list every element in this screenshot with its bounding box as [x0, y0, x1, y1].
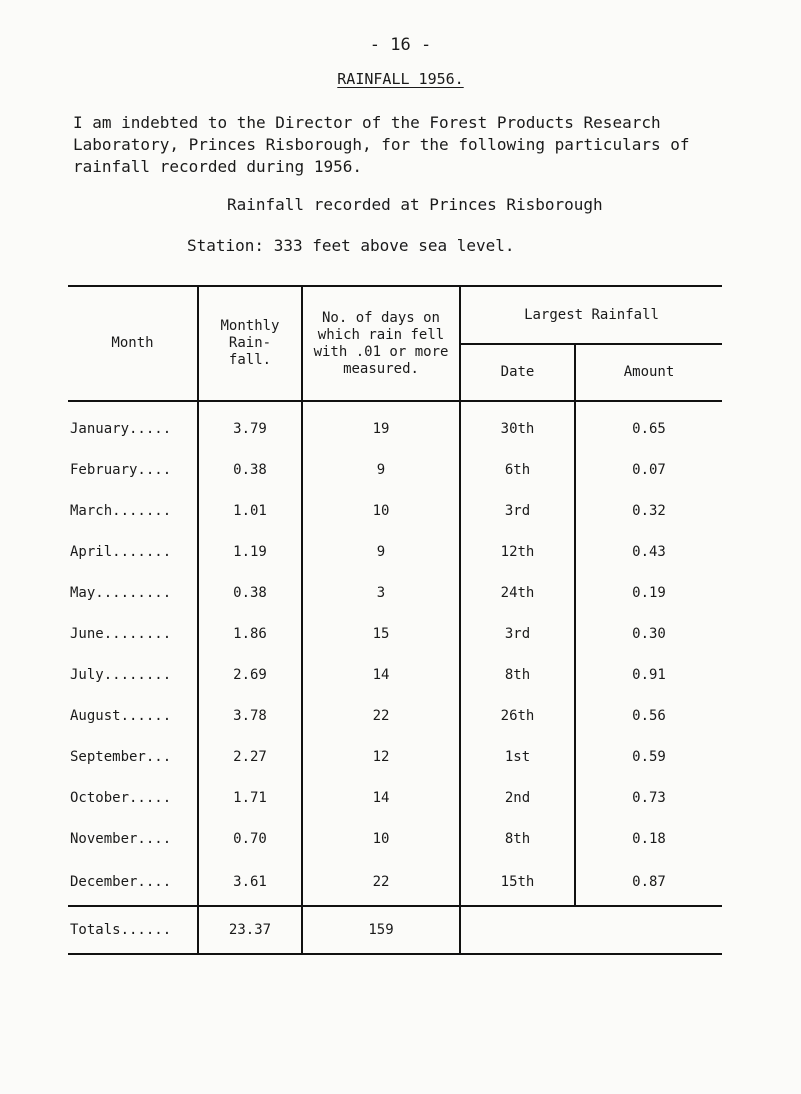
totals-label: Totals......	[68, 906, 198, 954]
subtitle: Rainfall recorded at Princes Risborough	[227, 195, 603, 214]
rainfall-cell: 1.71	[198, 777, 302, 818]
date-cell: 3rd	[460, 613, 575, 654]
rainfall-cell: 3.78	[198, 695, 302, 736]
rainfall-cell: 0.70	[198, 818, 302, 859]
rain-days-cell: 10	[302, 818, 460, 859]
rainfall-cell: 1.19	[198, 531, 302, 572]
month-cell: November....	[68, 818, 198, 859]
month-cell: August......	[68, 695, 198, 736]
amount-cell: 0.18	[632, 830, 666, 847]
date-cell: 2nd	[460, 777, 575, 818]
month-cell: September...	[68, 736, 198, 777]
table-row	[68, 401, 722, 449]
amount-cell: 0.59	[632, 748, 666, 765]
month-cell: December....	[68, 859, 198, 906]
header-date: Date	[460, 344, 575, 401]
table-row	[68, 859, 722, 906]
header-rain-days: No. of days on which rain fell with .01 or more measured.	[302, 286, 460, 401]
totals-days: 159	[302, 906, 460, 954]
date-cell: 3rd	[460, 490, 575, 531]
rain-days-cell: 3	[302, 572, 460, 613]
amount-cell: 0.30	[632, 625, 666, 642]
amount-cell: 0.65	[632, 420, 666, 437]
date-cell: 24th	[460, 572, 575, 613]
rainfall-cell: 0.38	[198, 572, 302, 613]
header-monthly-rainfall: Monthly Rain- fall.	[198, 286, 302, 401]
rainfall-table	[68, 285, 722, 955]
amount-cell: 0.43	[632, 543, 666, 560]
month-cell: June........	[68, 613, 198, 654]
intro-paragraph	[73, 112, 753, 178]
date-cell: 1st	[460, 736, 575, 777]
rain-days-cell: 9	[302, 531, 460, 572]
rain-days-cell: 22	[302, 695, 460, 736]
month-cell: May.........	[68, 572, 198, 613]
rain-days-cell: 22	[302, 859, 460, 906]
rainfall-cell: 0.38	[198, 449, 302, 490]
month-cell: February....	[68, 449, 198, 490]
date-cell: 12th	[460, 531, 575, 572]
rainfall-cell: 2.27	[198, 736, 302, 777]
date-cell: 6th	[460, 449, 575, 490]
amount-cell: 0.07	[632, 461, 666, 478]
date-cell: 15th	[460, 859, 575, 906]
table-row	[68, 572, 722, 613]
rainfall-cell: 1.86	[198, 613, 302, 654]
rainfall-cell: 3.61	[198, 859, 302, 906]
table-row	[68, 736, 722, 777]
rain-days-cell: 15	[302, 613, 460, 654]
month-cell: March.......	[68, 490, 198, 531]
header-month: Month	[68, 286, 198, 401]
date-cell: 30th	[460, 401, 575, 449]
table-row	[68, 777, 722, 818]
rain-days-cell: 14	[302, 654, 460, 695]
totals-rainfall: 23.37	[198, 906, 302, 954]
table-row	[68, 613, 722, 654]
rainfall-cell: 1.01	[198, 490, 302, 531]
header-largest-rainfall: Largest Rainfall	[460, 286, 722, 344]
month-cell: July........	[68, 654, 198, 695]
table-row	[68, 531, 722, 572]
amount-cell: 0.91	[632, 666, 666, 683]
title-text: RAINFALL 1956.	[337, 70, 464, 88]
rainfall-cell: 3.79	[198, 401, 302, 449]
month-cell: April.......	[68, 531, 198, 572]
date-cell: 8th	[460, 818, 575, 859]
page-title	[0, 70, 801, 88]
rain-days-cell: 10	[302, 490, 460, 531]
rain-days-cell: 12	[302, 736, 460, 777]
totals-row	[68, 906, 722, 954]
amount-cell: 0.73	[632, 789, 666, 806]
intro-text: I am indebted to the Director of the Forest Products Research Laboratory, Princes Risborough, for the following particulars of rainfall recorded during 1956.	[73, 113, 690, 176]
amount-cell: 0.56	[632, 707, 666, 724]
amount-cell: 0.19	[632, 584, 666, 601]
amount-cell: 0.32	[632, 502, 666, 519]
totals-empty-cell	[460, 906, 722, 954]
rain-days-cell: 19	[302, 401, 460, 449]
table-row	[68, 695, 722, 736]
page-number: - 16 -	[369, 35, 432, 55]
table-row	[68, 654, 722, 695]
rain-days-cell: 14	[302, 777, 460, 818]
rain-days-cell: 9	[302, 449, 460, 490]
month-cell: October.....	[68, 777, 198, 818]
table-row	[68, 449, 722, 490]
month-cell: January.....	[68, 401, 198, 449]
date-cell: 8th	[460, 654, 575, 695]
table-row	[68, 818, 722, 859]
date-cell: 26th	[460, 695, 575, 736]
station-line: Station: 333 feet above sea level.	[187, 236, 515, 255]
table-row	[68, 490, 722, 531]
header-amount: Amount	[575, 344, 722, 401]
amount-cell: 0.87	[575, 859, 722, 906]
rainfall-cell: 2.69	[198, 654, 302, 695]
